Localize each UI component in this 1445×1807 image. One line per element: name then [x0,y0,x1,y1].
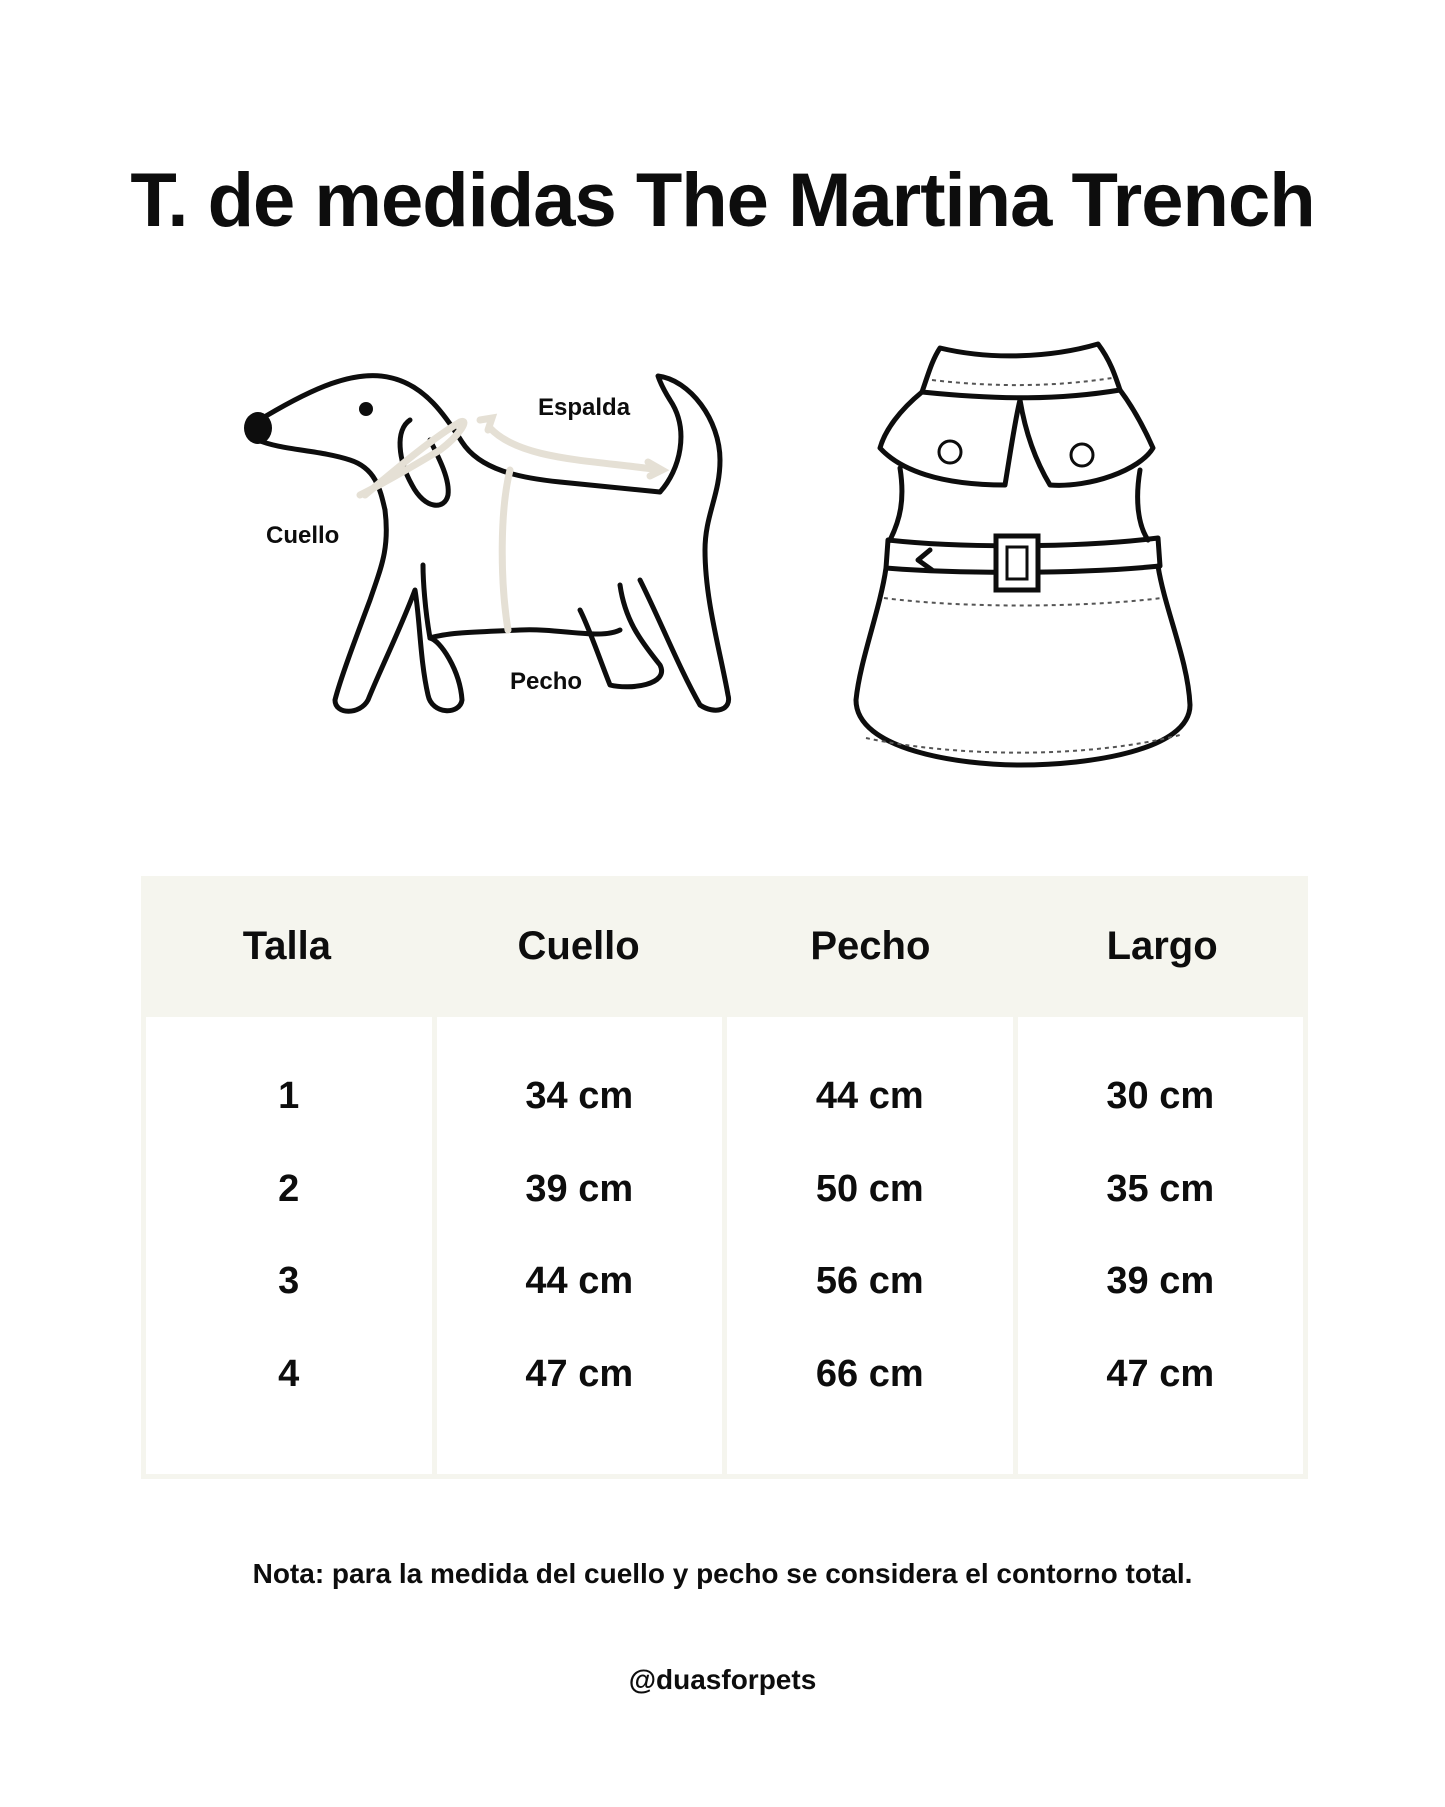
measurement-guides [360,418,662,630]
table-cell: 66 cm [815,1353,924,1395]
coat-right-side [1138,470,1148,540]
dog-belly-inner [423,565,430,638]
table-cell: 44 cm [525,1260,634,1302]
header-pecho: Pecho [810,924,931,968]
illustration-area [0,320,1445,800]
table-cell: 39 cm [1106,1260,1215,1302]
table-header-row [141,876,1308,1017]
dog-throat-line [258,440,385,510]
table-cell: 4 [278,1353,300,1395]
stitch-collar [932,378,1112,385]
table-cell: 35 cm [1106,1168,1215,1210]
label-espalda: Espalda [538,394,631,421]
column-cuello [437,1017,723,1474]
coat-button-right [1071,444,1093,466]
label-pecho: Pecho [510,668,583,695]
coat-left-side [890,468,902,540]
illustration-svg [0,320,1445,800]
chest-measure-line [502,470,510,630]
social-handle: @duasforpets [628,1664,817,1695]
back-measure-line [490,428,660,470]
coat-right-lapel [1020,390,1153,485]
dog-front-legs [335,510,462,711]
measurement-note: Nota: para la medida del cuello y pecho se considera el contorno total. [252,1558,1193,1589]
coat-button-left [939,441,961,463]
column-largo [1018,1017,1304,1474]
table-body [146,1017,1303,1474]
table-cell: 1 [278,1075,300,1117]
coat-collar [922,344,1120,398]
header-cuello: Cuello [517,924,640,968]
table-cell: 56 cm [815,1260,924,1302]
back-arrow-left [480,418,492,430]
header-largo: Largo [1106,924,1218,968]
label-cuello: Cuello [266,522,340,549]
size-table [141,876,1308,1479]
table-cell: 3 [278,1260,300,1302]
table-cell: 50 cm [815,1168,924,1210]
coat-belt-buckle [996,536,1038,590]
table-cell: 47 cm [1106,1353,1215,1395]
column-talla [146,1017,432,1474]
dog-back-line [266,376,660,492]
coat-skirt [856,566,1190,765]
header-talla: Talla [242,924,331,968]
stitch-waist [884,598,1162,606]
table-cell: 34 cm [525,1075,634,1117]
column-pecho [727,1017,1013,1474]
page-title: T. de medidas The Martina Trench [130,158,1315,243]
table-cell: 39 cm [525,1168,634,1210]
table-cell: 30 cm [1106,1075,1215,1117]
table-cell: 44 cm [815,1075,924,1117]
table-cell: 2 [278,1168,300,1210]
table-cell: 47 cm [525,1353,634,1395]
coat-belt-tip [918,550,932,570]
dog-eye [359,402,373,416]
dog-nose [244,412,272,444]
